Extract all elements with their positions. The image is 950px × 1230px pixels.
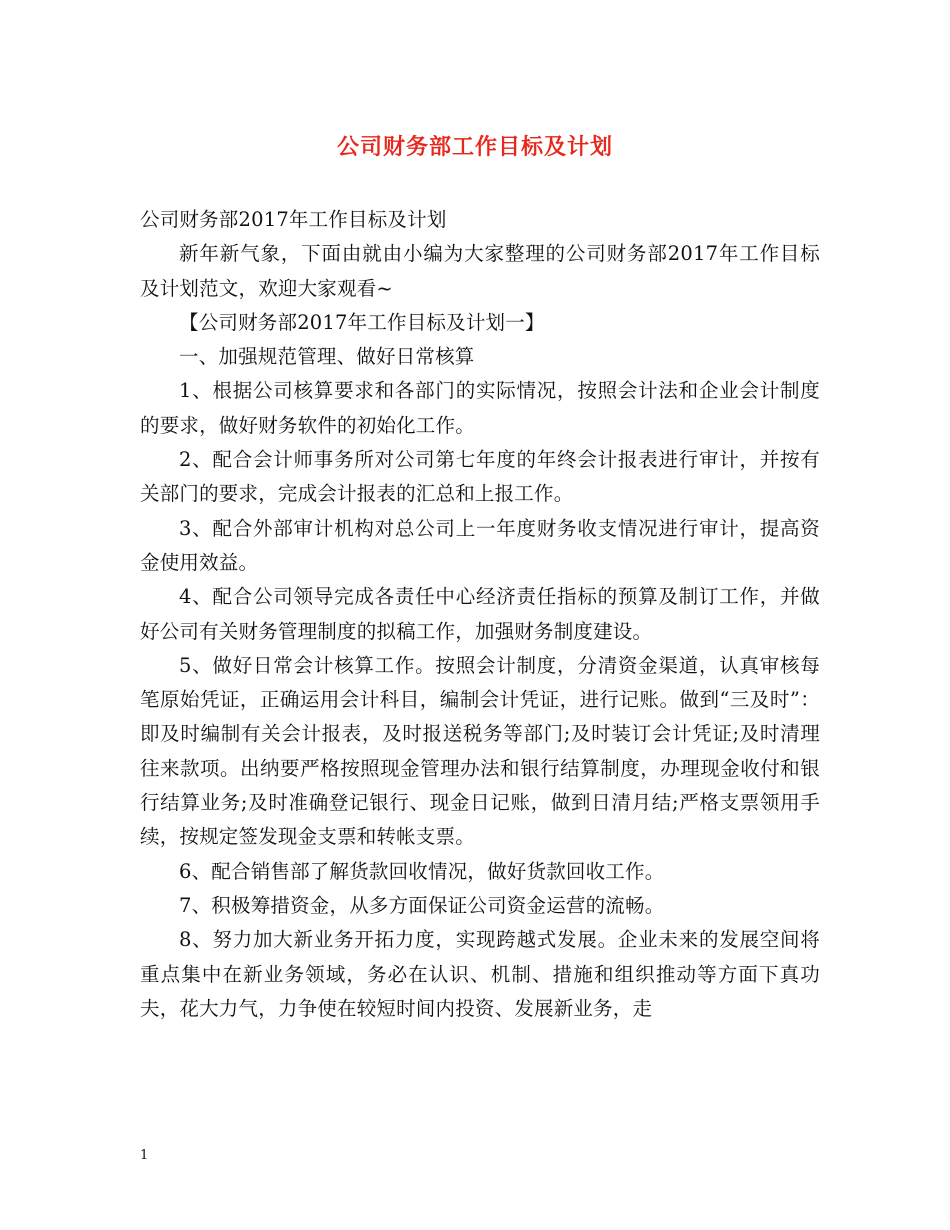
section-heading-management: 一、加强规范管理、做好日常核算	[179, 345, 475, 369]
page-number: 1	[140, 1148, 149, 1163]
list-item-4: 4、配合公司领导完成各责任中心经济责任指标的预算及制订工作，并做好公司有关财务管理制度的拟稿工作，加强财务制度建设。	[140, 585, 820, 643]
list-item-6: 6、配合销售部了解货款回收情况，做好货款回收工作。	[179, 859, 665, 883]
list-item-5: 5、做好日常会计核算工作。按照会计制度，分清资金渠道，认真审核每笔原始凭证，正确运用会计科目，编制会计凭证，进行记账。做到“三及时”：即及时编制有关会计报表，及时报送税务等部门;及时装订会计凭证;及时清理往来款项。出纳要严格按照现金管理办法和银行结算制度，办理现金收付和银行结算业务;及时准确登记银行、现金日记账，做到日清月结;严格支票领用手续，按规定签发现金支票和转帐支票。	[140, 653, 820, 849]
intro-paragraph: 新年新气象，下面由就由小编为大家整理的公司财务部2017年工作目标及计划范文，欢迎大家观看~	[140, 242, 820, 300]
section-heading-plan-one: 【公司财务部2017年工作目标及计划一】	[179, 310, 545, 334]
document-title: 公司财务部工作目标及计划	[336, 134, 613, 160]
list-item-3: 3、配合外部审计机构对总公司上一年度财务收支情况进行审计，提高资金使用效益。	[140, 516, 820, 574]
subtitle-paragraph: 公司财务部2017年工作目标及计划	[140, 208, 447, 231]
list-item-7: 7、积极筹措资金，从多方面保证公司资金运营的流畅。	[179, 893, 665, 917]
list-item-8: 8、努力加大新业务开拓力度，实现跨越式发展。企业未来的发展空间将重点集中在新业务领域，务必在认识、机制、措施和组织推动等方面下真功夫，花大力气，力争使在较短时间内投资、发展新业务，走	[140, 928, 820, 1020]
list-item-1: 1、根据公司核算要求和各部门的实际情况，按照会计法和企业会计制度的要求，做好财务软件的初始化工作。	[140, 379, 820, 437]
document-body	[140, 203, 820, 1026]
list-item-2: 2、配合会计师事务所对公司第七年度的年终会计报表进行审计，并按有关部门的要求，完成会计报表的汇总和上报工作。	[140, 448, 820, 506]
